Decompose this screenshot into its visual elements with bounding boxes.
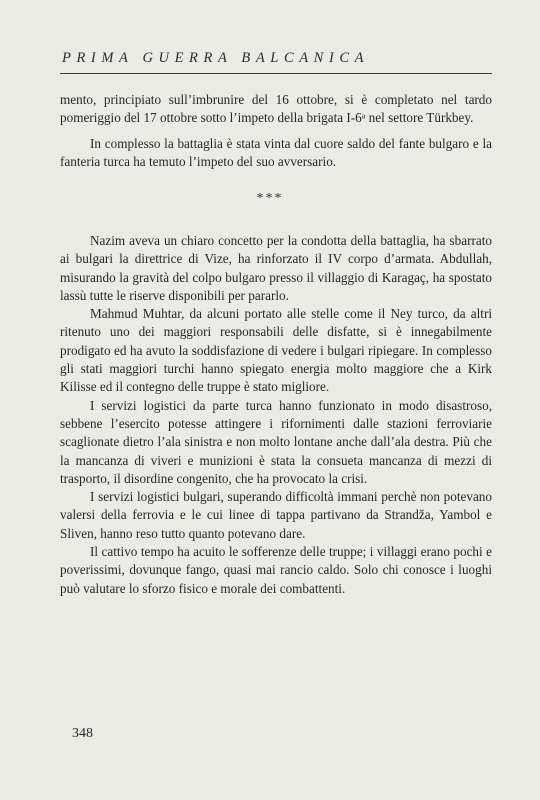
paragraph: I servizi logistici da parte turca hanno funzionato in modo disastroso, sebbene l’esercito potesse attingere i rifornimenti dalle stazioni ferroviarie scaglionate dietro l’ala sinistra e non molto lontane anche dall’ala destra. Più che la mancanza di viveri e munizioni è stata la consueta mancanza di mezzi di trasporto, il disordine congenito, che ha provocato la crisi. bbox=[60, 397, 492, 486]
paragraph: In complesso la battaglia è stata vinta dal cuore saldo del fante bulgaro e la fanteria turca ha temuto l’impeto del suo avversario. bbox=[60, 135, 492, 169]
paragraph: Il cattivo tempo ha acuito le sofferenze delle truppe; i villaggi erano pochi e poverissimi, dovunque fango, quasi mai rancio caldo. Solo chi conosce i luoghi può valutare lo sforzo fisico e morale dei combattenti. bbox=[60, 544, 492, 596]
main-text bbox=[60, 232, 492, 598]
paragraph: Mahmud Muhtar, da alcuni portato alle stelle come il Ney turco, da altri ritenuto uno dei maggiori responsabili delle disfatte, si è innegabilmente prodigato ed ha avuto la soddisfazione di vedere i bulgari ripiegare. In complesso gli stati maggiori turchi hanno spiegato energia molto maggiore che a Kirk Kilisse ed il contegno delle truppe è stato migliore. bbox=[60, 306, 492, 395]
page-number: 348 bbox=[72, 726, 93, 741]
paragraph: Nazim aveva un chiaro concetto per la condotta della battaglia, ha sbarrato ai bulgari la direttrice di Vize, ha rinforzato il IV corpo d’armata. Abdullah, misurando la gravità del colpo bulgaro presso il villaggio di Karagaç, ha spostato lassù tutte le riserve disponibili per pararlo. bbox=[60, 233, 492, 303]
header-rule bbox=[60, 73, 492, 74]
continuation-text bbox=[60, 91, 492, 171]
paragraph: mento, principiato sull’imbrunire del 16 ottobre, si è completato nel tardo pomeriggio del 17 ottobre sotto l’impeto della brigata I-6ᵃ nel settore Türkbey. bbox=[60, 92, 492, 126]
running-header: PRIMA GUERRA BALCANICA bbox=[62, 50, 370, 66]
paragraph: I servizi logistici bulgari, superando difficoltà immani perchè non potevano valersi della ferrovia e le cui linee di tappa partivano da Strandža, Yambol e Sliven, hanno reso tutto quanto potevano dare. bbox=[60, 489, 492, 541]
section-separator: *** bbox=[256, 191, 284, 206]
